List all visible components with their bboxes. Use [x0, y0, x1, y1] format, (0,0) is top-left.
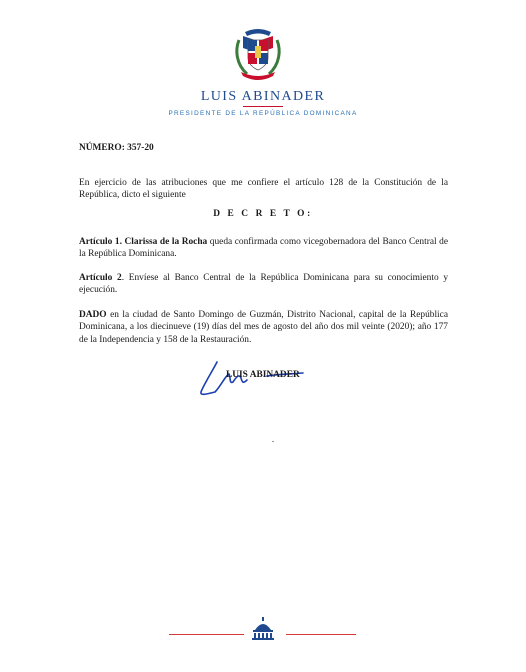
decree-number: NÚMERO: 357-20 — [79, 143, 154, 153]
scan-speck — [272, 441, 274, 442]
article-1 — [79, 236, 448, 261]
coat-of-arms-icon — [233, 26, 283, 82]
header-divider — [243, 106, 283, 107]
article-1-label: Artículo 1. — [79, 237, 122, 247]
issuer-name: LUIS ABINADER — [200, 89, 326, 104]
handwritten-signature — [195, 356, 313, 408]
article-2 — [79, 272, 448, 297]
dado-text: en la ciudad de Santo Domingo de Guzmán, Distrito Nacional, capital de la República Dominicana, a los diecinueve (19) días del mes de agosto del año dos mil veinte (2020); año 177 de la Independencia y 158 de la Restauración. — [79, 310, 448, 345]
article-2-label: Artículo 2 — [79, 273, 122, 283]
article-1-appointee: Clarissa de la Rocha — [124, 237, 208, 247]
palace-dome-icon — [249, 616, 277, 640]
article-1-text: queda confirmada como vicegobernadora del Banco Central de la República Dominicana. — [79, 237, 449, 260]
decree-heading: D E C R E T O: — [213, 209, 313, 219]
issuer-title: PRESIDENTE DE LA REPÚBLICA DOMINICANA — [168, 110, 358, 117]
dado-paragraph — [79, 309, 448, 346]
signatory-name: LUIS ABINADER — [226, 370, 300, 380]
article-2-text: . Envíese al Banco Central de la República Dominicana para su conocimiento y ejecución. — [79, 273, 449, 296]
footer-line-left — [169, 634, 244, 635]
intro-paragraph: En ejercicio de las atribuciones que me confiere el artículo 128 de la Constitución de la República, dicto el siguiente — [79, 178, 448, 201]
dado-label: DADO — [79, 310, 107, 320]
footer-line-right — [286, 634, 356, 635]
